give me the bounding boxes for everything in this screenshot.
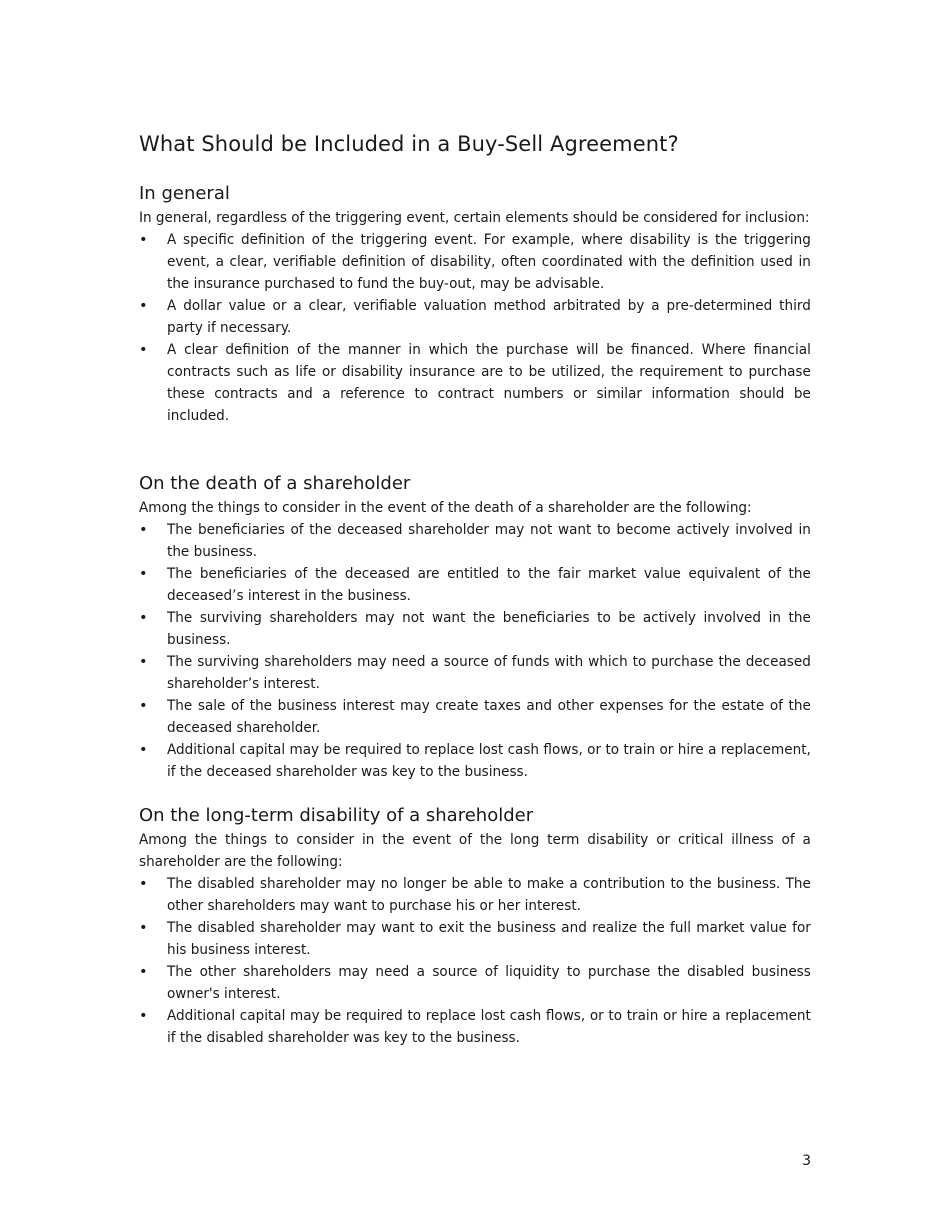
bullet-list-general [139, 229, 811, 427]
bullet-icon: • [139, 653, 148, 670]
section-heading-death: On the death of a shareholder [139, 473, 411, 494]
list-item [139, 873, 811, 917]
list-item-text: The surviving shareholders may need a source of funds with which to purchase the deceased shareholder’s interest. [167, 653, 811, 692]
bullet-icon: • [139, 1007, 148, 1024]
section-general [139, 181, 811, 427]
bullet-icon: • [139, 697, 148, 714]
page-title: What Should be Included in a Buy-Sell Agreement? [139, 132, 679, 156]
list-item-text: A specific definition of the triggering event. For example, where disability is the triggering event, a clear, verifiable definition of disability, often coordinated with the definition used in the insurance purchased to fund the buy-out, may be advisable. [167, 231, 811, 292]
bullet-icon: • [139, 963, 148, 980]
list-item [139, 961, 811, 1005]
list-item-text: The beneficiaries of the deceased are entitled to the fair market value equivalent of the deceased’s interest in the business. [167, 565, 811, 604]
bullet-list-disability [139, 873, 811, 1049]
bullet-icon: • [139, 341, 148, 358]
bullet-icon: • [139, 297, 148, 314]
bullet-icon: • [139, 609, 148, 626]
bullet-icon: • [139, 231, 148, 248]
list-item [139, 739, 811, 783]
list-item [139, 607, 811, 651]
document-page [139, 127, 811, 1049]
list-item [139, 229, 811, 295]
section-heading-disability: On the long-term disability of a shareholder [139, 805, 534, 826]
bullet-icon: • [139, 919, 148, 936]
list-item [139, 917, 811, 961]
list-item [139, 339, 811, 427]
list-item [139, 695, 811, 739]
list-item [139, 563, 811, 607]
list-item-text: The other shareholders may need a source of liquidity to purchase the disabled business owner's interest. [167, 963, 811, 1002]
bullet-icon: • [139, 741, 148, 758]
section-disability [139, 803, 811, 1049]
page-number: 3 [802, 1153, 811, 1169]
list-item-text: A dollar value or a clear, verifiable valuation method arbitrated by a pre-determined third party if necessary. [167, 297, 811, 336]
bullet-icon: • [139, 875, 148, 892]
bullet-icon: • [139, 565, 148, 582]
bullet-list-death [139, 519, 811, 783]
section-death [139, 471, 811, 783]
list-item-text: The disabled shareholder may want to exit the business and realize the full market value for his business interest. [167, 919, 811, 958]
list-item [139, 519, 811, 563]
list-item-text: The surviving shareholders may not want the beneficiaries to be actively involved in the business. [167, 609, 811, 648]
list-item-text: Additional capital may be required to replace lost cash flows, or to train or hire a replacement if the disabled shareholder was key to the business. [167, 1007, 811, 1046]
list-item-text: The beneficiaries of the deceased shareholder may not want to become actively involved in the business. [167, 521, 811, 560]
section-intro-general: In general, regardless of the triggering event, certain elements should be considered for inclusion: [139, 209, 810, 226]
section-intro-disability: Among the things to consider in the event of the long term disability or critical illness of a shareholder are the following: [139, 831, 811, 870]
bullet-icon: • [139, 521, 148, 538]
list-item-text: The sale of the business interest may create taxes and other expenses for the estate of the deceased shareholder. [167, 697, 811, 736]
list-item [139, 295, 811, 339]
list-item-text: A clear definition of the manner in which the purchase will be financed. Where financial contracts such as life or disability insurance are to be utilized, the requirement to purchase these contracts and a reference to contract numbers or similar information should be included. [167, 341, 811, 424]
list-item [139, 1005, 811, 1049]
list-item [139, 651, 811, 695]
section-intro-death: Among the things to consider in the event of the death of a shareholder are the following: [139, 499, 752, 516]
list-item-text: The disabled shareholder may no longer be able to make a contribution to the business. The other shareholders may want to purchase his or her interest. [167, 875, 811, 914]
section-heading-general: In general [139, 183, 230, 204]
list-item-text: Additional capital may be required to replace lost cash flows, or to train or hire a replacement, if the deceased shareholder was key to the business. [167, 741, 811, 780]
